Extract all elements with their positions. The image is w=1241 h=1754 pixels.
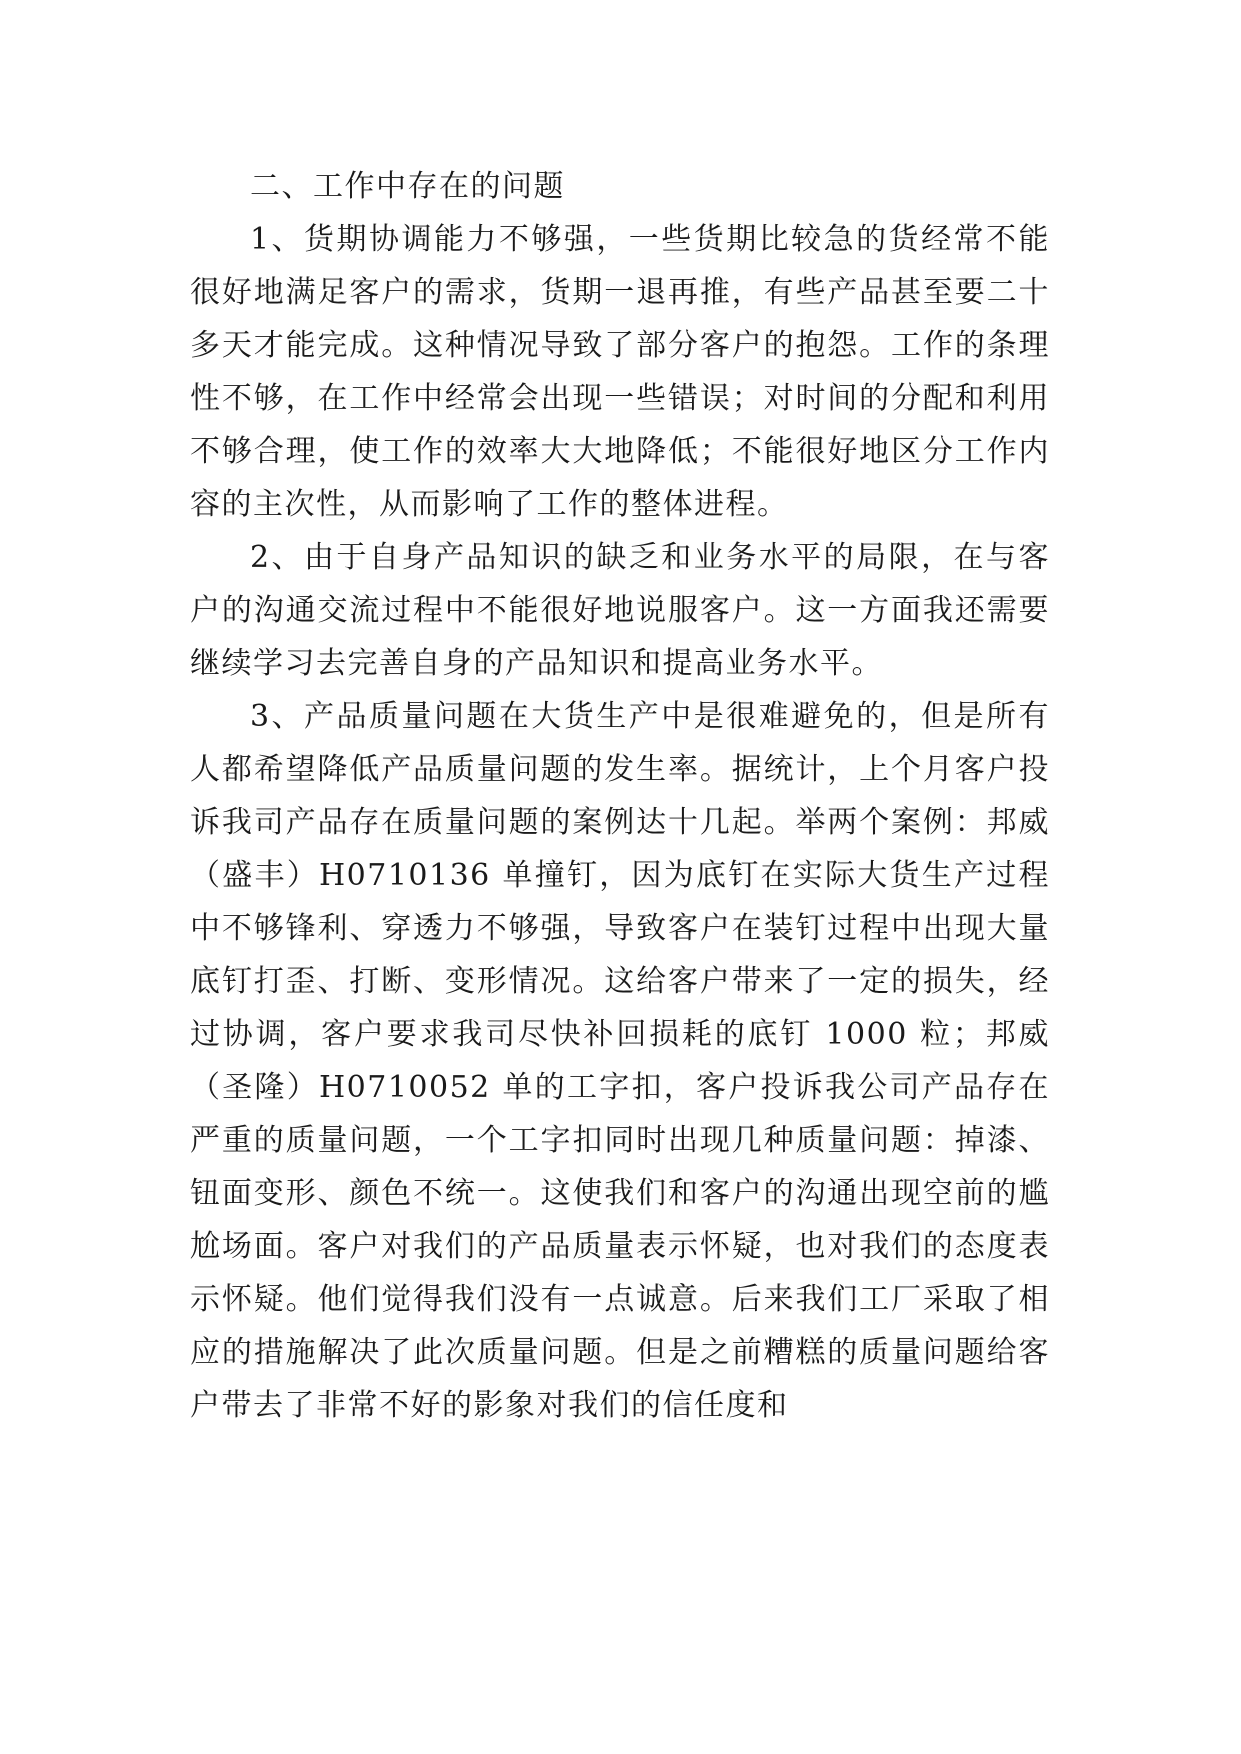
section-heading: 二、工作中存在的问题	[250, 169, 565, 204]
paragraph-2: 2、由于自身产品知识的缺乏和业务水平的局限，在与客户的沟通交流过程中不能很好地说服客户。这一方面我还需要继续学习去完善自身的产品知识和提高业务水平。	[190, 540, 1050, 681]
paragraph-1: 1、货期协调能力不够强，一些货期比较急的货经常不能很好地满足客户的需求，货期一退再推，有些产品甚至要二十多天才能完成。这种情况导致了部分客户的抱怨。工作的条理性不够，在工作中经常会出现一些错误；对时间的分配和利用不够合理，使工作的效率大大地降低；不能很好地区分工作内容的主次性，从而影响了工作的整体进程。	[190, 222, 1050, 522]
paragraph-3: 3、产品质量问题在大货生产中是很难避免的，但是所有人都希望降低产品质量问题的发生率。据统计，上个月客户投诉我司产品存在质量问题的案例达十几起。举两个案例：邦威（盛丰）H0710136 单撞钉，因为底钉在实际大货生产过程中不够锋利、穿透力不够强，导致客户在装钉过程中出现大量底钉打歪、打断、变形情况。这给客户带来了一定的损失，经过协调，客户要求我司尽快补回损耗的底钉 1000 粒；邦威（圣隆）H0710052 单的工字扣，客户投诉我公司产品存在严重的质量问题，一个工字扣同时出现几种质量问题：掉漆、钮面变形、颜色不统一。这使我们和客户的沟通出现空前的尴尬场面。客户对我们的产品质量表示怀疑，也对我们的态度表示怀疑。他们觉得我们没有一点诚意。后来我们工厂采取了相应的措施解决了此次质量问题。但是之前糟糕的质量问题给客户带去了非常不好的影象对我们的信任度和	[190, 699, 1050, 1423]
document-body	[190, 160, 1050, 1432]
